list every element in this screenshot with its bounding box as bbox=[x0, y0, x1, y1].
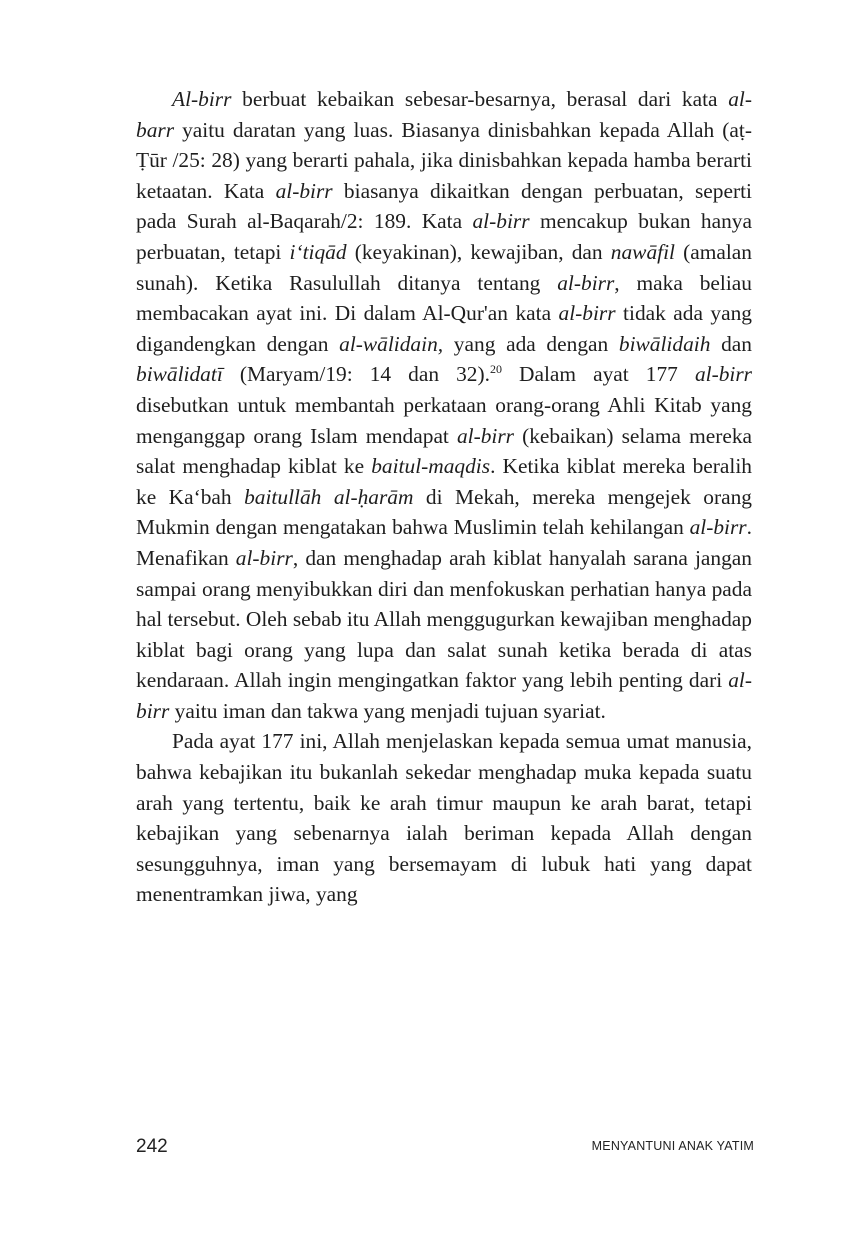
page-body bbox=[136, 84, 752, 910]
italic-term: nawāfil bbox=[610, 239, 675, 264]
text-segment: yang ada dengan bbox=[443, 331, 619, 356]
italic-term: al-birr bbox=[456, 423, 515, 448]
text-segment: Pada ayat 177 ini, Allah menjelaskan kepada semua umat manusia, bahwa kebajikan itu bukanlah sekedar menghadap muka kepada suatu arah yang tertentu, baik ke arah timur maupun ke arah barat, tetapi kebajikan yang sebenarnya ialah beriman kepada Allah dengan sesungguhnya, iman yang bersemayam di lubuk hati yang dapat menentramkan jiwa, yang bbox=[136, 729, 752, 907]
text-segment: (amalan sunah). Ketika Rasulullah ditanya tentang bbox=[136, 239, 753, 295]
text-segment: tidak ada yang digandengkan dengan bbox=[136, 301, 753, 356]
italic-term: al-birr bbox=[557, 270, 615, 295]
italic-term: baitullāh al-ḥarām bbox=[244, 484, 414, 509]
italic-term: al-wālidain, bbox=[339, 331, 444, 356]
text-segment: (kebaikan) selama mereka salat menghadap kiblat ke bbox=[136, 423, 753, 479]
text-segment: disebutkan untuk membantah perkataan orang-orang Ahli Kitab yang menganggap orang Islam mendapat bbox=[136, 392, 752, 448]
paragraph bbox=[136, 84, 752, 726]
italic-term: biwālidaih bbox=[618, 331, 711, 356]
italic-term: al-birr bbox=[472, 209, 530, 234]
text-segment: yaitu daratan yang luas. Biasanya dinisbahkan kepada Allah (aṭ-Ṭūr /25: 28) yang berarti pahala, jika dinisbahkan kepada hamba berarti ketaatan. Kata bbox=[136, 117, 752, 203]
footnote-reference: 20 bbox=[489, 362, 502, 377]
text-segment: . Menafikan bbox=[136, 515, 752, 570]
page-number: 242 bbox=[136, 1136, 168, 1157]
italic-term: al-barr bbox=[136, 87, 752, 142]
paragraph bbox=[136, 726, 752, 910]
text-segment: Dalam ayat 177 bbox=[501, 362, 695, 387]
italic-term: al-birr bbox=[694, 362, 752, 387]
italic-term: al-birr bbox=[235, 545, 293, 570]
text-segment: biasanya dikaitkan dengan perbuatan, seperti pada Surah al-Baqarah/2: 189. Kata bbox=[136, 178, 752, 234]
text-segment: mencakup bukan hanya perbuatan, tetapi bbox=[136, 209, 752, 264]
text-segment: (Maryam/19: 14 dan 32). bbox=[222, 362, 490, 387]
text-segment: dan bbox=[710, 331, 752, 356]
text-segment: yaitu iman dan takwa yang menjadi tujuan syariat. bbox=[169, 698, 606, 723]
text-segment: berbuat kebaikan sebesar-besarnya, berasal dari kata bbox=[231, 87, 729, 111]
italic-term: al-birr bbox=[689, 515, 747, 540]
running-title: MENYANTUNI ANAK YATIM bbox=[591, 1139, 754, 1153]
text-segment: . Ketika kiblat mereka beralih ke Ka‘bah bbox=[136, 454, 752, 509]
italic-term: baitul-maqdis bbox=[371, 454, 491, 479]
italic-term: Al-birr bbox=[172, 87, 232, 111]
italic-term: biwālidatī bbox=[136, 362, 223, 387]
italic-term: al-birr bbox=[558, 301, 616, 326]
text-segment: di Mekah, mereka mengejek orang Mukmin dengan mengatakan bahwa Muslimin telah kehilangan bbox=[136, 484, 752, 540]
text-segment: , dan menghadap arah kiblat hanyalah sarana jangan sampai orang menyibukkan diri dan menfokuskan perhatian hanya pada hal tersebut. Oleh sebab itu Allah menggugurkan kewajiban menghadap kiblat bagi orang yang lupa dan salat sunah ketika berada di atas kendaraan. Allah ingin mengingatkan faktor yang lebih penting dari bbox=[136, 545, 752, 693]
italic-term: al-birr bbox=[275, 178, 333, 203]
italic-term: al-birr bbox=[136, 668, 752, 723]
page-footer bbox=[136, 1136, 754, 1158]
text-segment: (keyakinan), kewajiban, dan bbox=[346, 239, 611, 264]
text-segment: , maka beliau membacakan ayat ini. Di dalam Al-Qur'an kata bbox=[136, 270, 752, 326]
italic-term: i‘tiqād bbox=[289, 239, 347, 264]
